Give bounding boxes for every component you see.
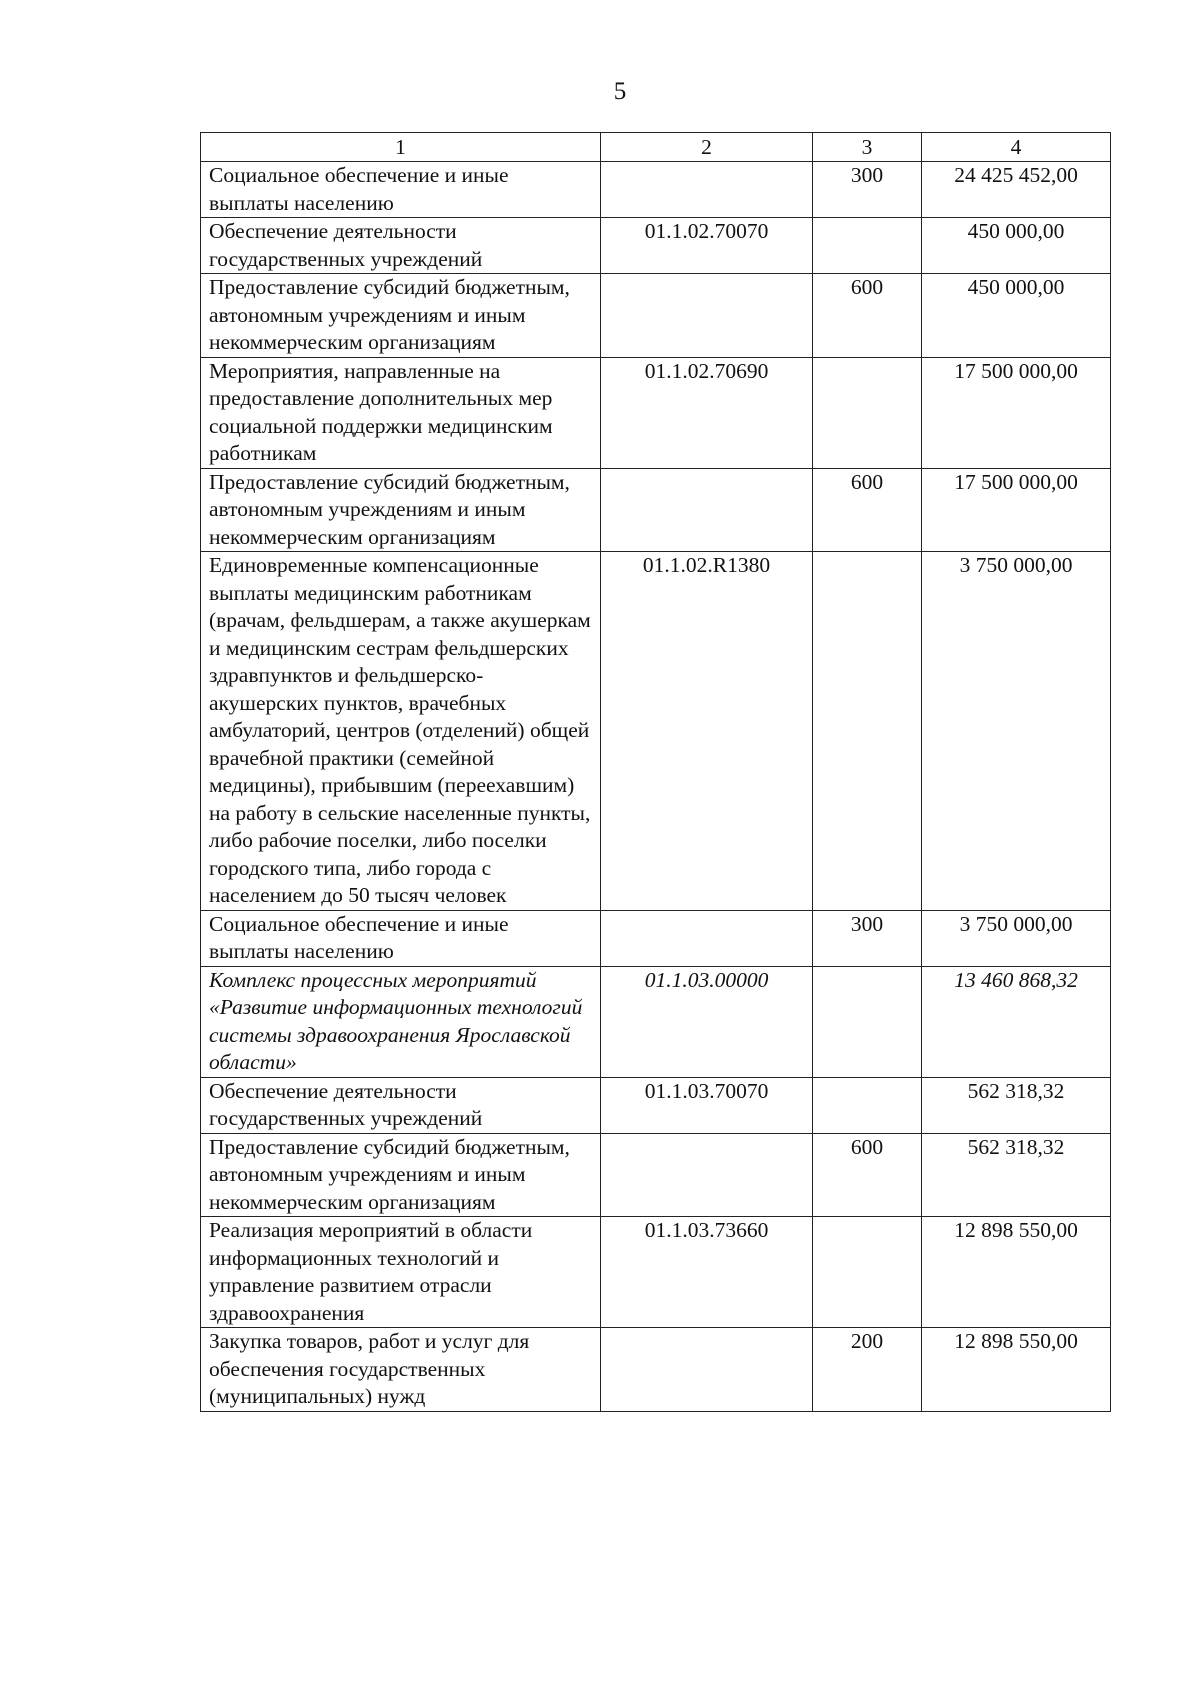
table-row: [201, 552, 1111, 911]
row-code: [601, 162, 813, 218]
row-name: Единовременные компенсационные выплаты медицинским работникам (врачам, фельдшерам, а также акушеркам и медицинским сестрам фельдшерских здравпунктов и фельдшерско-акушерских пунктов, врачебных амбулаторий, центров (отделений) общей врачебной практики (семейной медицины), прибывшим (переехавшим) на работу в сельские населенные пункты, либо рабочие поселки, либо поселки городского типа, либо города с населением до 50 тысяч человек: [201, 552, 601, 911]
row-code: 01.1.02.R1380: [601, 552, 813, 911]
row-amount: 562 318,32: [922, 1133, 1111, 1217]
row-type: 600: [813, 468, 922, 552]
row-code: [601, 468, 813, 552]
table-row: [201, 910, 1111, 966]
table-row: [201, 1217, 1111, 1328]
column-header: 2: [601, 133, 813, 162]
row-code: 01.1.03.73660: [601, 1217, 813, 1328]
row-code: 01.1.02.70690: [601, 357, 813, 468]
row-name: Закупка товаров, работ и услуг для обеспечения государственных (муниципальных) нужд: [201, 1328, 601, 1412]
row-amount: 3 750 000,00: [922, 552, 1111, 911]
row-name: Предоставление субсидий бюджетным, автономным учреждениям и иным некоммерческим организациям: [201, 468, 601, 552]
table-row: [201, 1077, 1111, 1133]
row-type: 300: [813, 162, 922, 218]
page-number: 5: [613, 78, 627, 105]
row-name: Предоставление субсидий бюджетным, автономным учреждениям и иным некоммерческим организациям: [201, 274, 601, 358]
row-type: 600: [813, 274, 922, 358]
row-type: [813, 1217, 922, 1328]
row-name: Социальное обеспечение и иные выплаты населению: [201, 162, 601, 218]
row-code: [601, 1328, 813, 1412]
table-row-program: [201, 966, 1111, 1077]
row-name: Социальное обеспечение и иные выплаты населению: [201, 910, 601, 966]
row-code: [601, 1133, 813, 1217]
row-code: [601, 910, 813, 966]
row-amount: 12 898 550,00: [922, 1328, 1111, 1412]
row-amount: 450 000,00: [922, 218, 1111, 274]
table-row: [201, 274, 1111, 358]
table-row: [201, 218, 1111, 274]
table-header-row: [201, 133, 1111, 162]
column-header: 4: [922, 133, 1111, 162]
row-code: 01.1.03.70070: [601, 1077, 813, 1133]
row-amount: 17 500 000,00: [922, 468, 1111, 552]
row-type: 600: [813, 1133, 922, 1217]
table-row: [201, 357, 1111, 468]
row-amount: 3 750 000,00: [922, 910, 1111, 966]
column-header: 1: [201, 133, 601, 162]
row-amount: 17 500 000,00: [922, 357, 1111, 468]
row-name: Мероприятия, направленные на предоставление дополнительных мер социальной поддержки медицинским работникам: [201, 357, 601, 468]
row-type: 200: [813, 1328, 922, 1412]
row-name: Предоставление субсидий бюджетным, автономным учреждениям и иным некоммерческим организациям: [201, 1133, 601, 1217]
row-amount: 12 898 550,00: [922, 1217, 1111, 1328]
row-type: [813, 218, 922, 274]
row-amount: 24 425 452,00: [922, 162, 1111, 218]
row-code: [601, 274, 813, 358]
row-type: [813, 1077, 922, 1133]
table-row: [201, 1133, 1111, 1217]
row-code: 01.1.02.70070: [601, 218, 813, 274]
row-type: [813, 552, 922, 911]
row-amount: 562 318,32: [922, 1077, 1111, 1133]
table-row: [201, 468, 1111, 552]
row-code: 01.1.03.00000: [601, 966, 813, 1077]
table-row: [201, 1328, 1111, 1412]
row-name: Реализация мероприятий в области информационных технологий и управление развитием отрасли здравоохранения: [201, 1217, 601, 1328]
row-name: Обеспечение деятельности государственных учреждений: [201, 218, 601, 274]
row-type: [813, 357, 922, 468]
budget-table: [200, 132, 1111, 1412]
row-name: Обеспечение деятельности государственных учреждений: [201, 1077, 601, 1133]
row-type: 300: [813, 910, 922, 966]
row-type: [813, 966, 922, 1077]
table-row: [201, 162, 1111, 218]
column-header: 3: [813, 133, 922, 162]
row-amount: 13 460 868,32: [922, 966, 1111, 1077]
row-amount: 450 000,00: [922, 274, 1111, 358]
row-name: Комплекс процессных мероприятий «Развитие информационных технологий системы здравоохранения Ярославской области»: [201, 966, 601, 1077]
